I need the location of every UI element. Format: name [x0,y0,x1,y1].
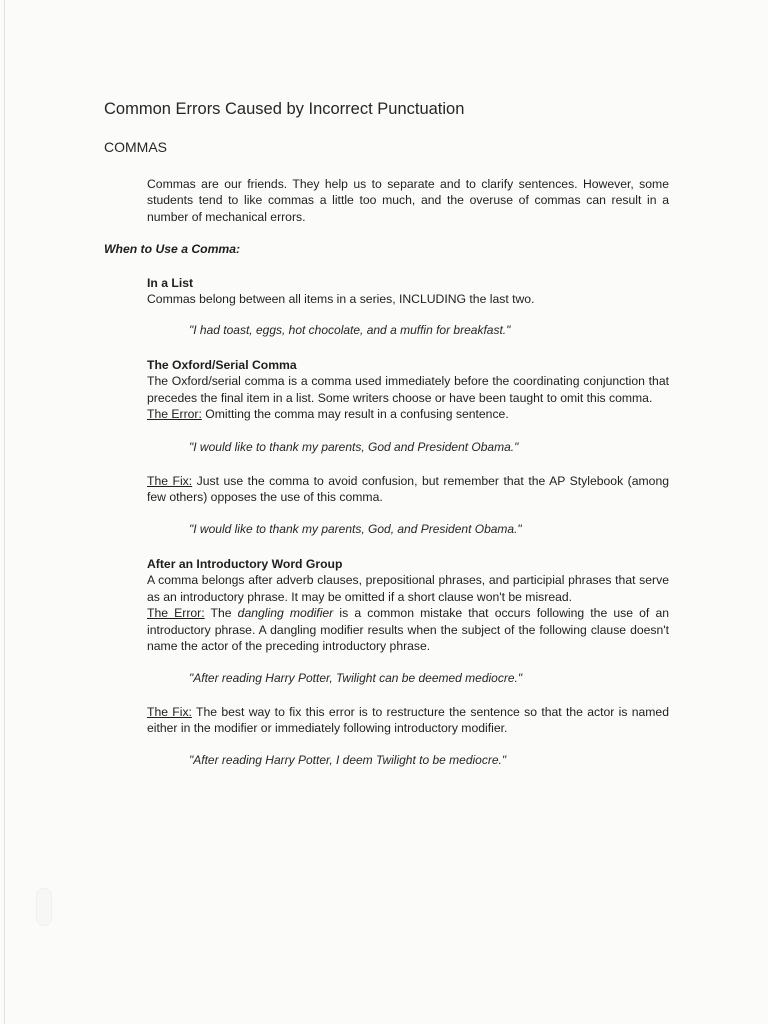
intro-group-error-line-1 [147,605,669,621]
intro-group-block [147,556,669,654]
oxford-error-label: The Error: [147,407,202,422]
scan-edge-line [4,0,5,1024]
list-rule-text: Commas belong between all items in a series, INCLUDING the last two. [147,292,535,307]
oxford-fix-example: "I would like to thank my parents, God, and President Obama." [189,522,522,536]
intro-group-fix-line-2: either in the modifier or immediately following introductory modifier. [147,721,508,736]
intro-group-error-example: "After reading Harry Potter, Twilight can be deemed mediocre." [189,671,523,685]
subheading: When to Use a Comma: [104,242,241,256]
section-heading: COMMAS [104,139,167,155]
list-rule-example: "I had toast, eggs, hot chocolate, and a muffin for breakfast." [189,323,511,337]
intro-group-heading: After an Introductory Word Group [147,557,343,571]
intro-group-error-line-2: introductory phrase. A dangling modifier results when the subject of the following clause doesn't [147,622,669,637]
oxford-fix-text: Just use the comma to avoid confusion, but remember that the AP Stylebook (among [192,474,669,488]
intro-group-error-label: The Error: [147,606,205,621]
intro-group-fix-block [147,704,669,737]
oxford-line-2: precedes the final item in a list. Some writers choose or have been taught to omit this comma. [147,390,653,405]
intro-group-error-line-3: name the actor of the preceding introductory phrase. [147,639,431,654]
intro-paragraph [147,176,669,225]
oxford-fix-line-1 [147,473,669,489]
page-title: Common Errors Caused by Incorrect Punctuation [104,100,465,118]
scan-artifact [36,888,52,926]
intro-group-fix-text: The best way to fix this error is to restructure the sentence so that the actor is named [191,705,669,719]
intro-line-3: number of mechanical errors. [147,209,306,224]
intro-group-error-pre: The [204,606,238,621]
intro-group-error-post: is a common mistake that occurs following the use of an [333,606,669,621]
oxford-block [147,357,669,423]
intro-group-fix-line-1 [147,704,669,720]
intro-group-error-em: dangling modifier [237,606,334,621]
intro-line-1: Commas are our friends. They help us to separate and to clarify sentences. However, some [147,177,669,191]
intro-group-fix-label: The Fix: [147,705,192,719]
intro-group-line-2: as an introductory phrase. It may be omitted if a short clause won't be misread. [147,589,573,604]
oxford-error-example: "I would like to thank my parents, God and President Obama." [189,440,519,454]
oxford-line-1: The Oxford/serial comma is a comma used immediately before the coordinating conjunction that [147,374,669,389]
list-rule-block [147,275,669,308]
oxford-error-line [147,406,669,422]
oxford-heading: The Oxford/Serial Comma [147,358,297,372]
oxford-fix-block [147,473,669,506]
list-rule-heading: In a List [147,276,194,290]
oxford-fix-line-2: few others) opposes the use of this comma. [147,490,383,505]
oxford-fix-label: The Fix: [147,474,193,488]
intro-group-fix-example: "After reading Harry Potter, I deem Twilight to be mediocre." [189,753,507,767]
intro-line-2: students tend to like commas a little too much, and the overuse of commas can result in a [147,193,669,208]
oxford-error-text: Omitting the comma may result in a confusing sentence. [201,407,509,422]
intro-group-line-1: A comma belongs after adverb clauses, prepositional phrases, and participial phrases that serve [147,573,669,588]
